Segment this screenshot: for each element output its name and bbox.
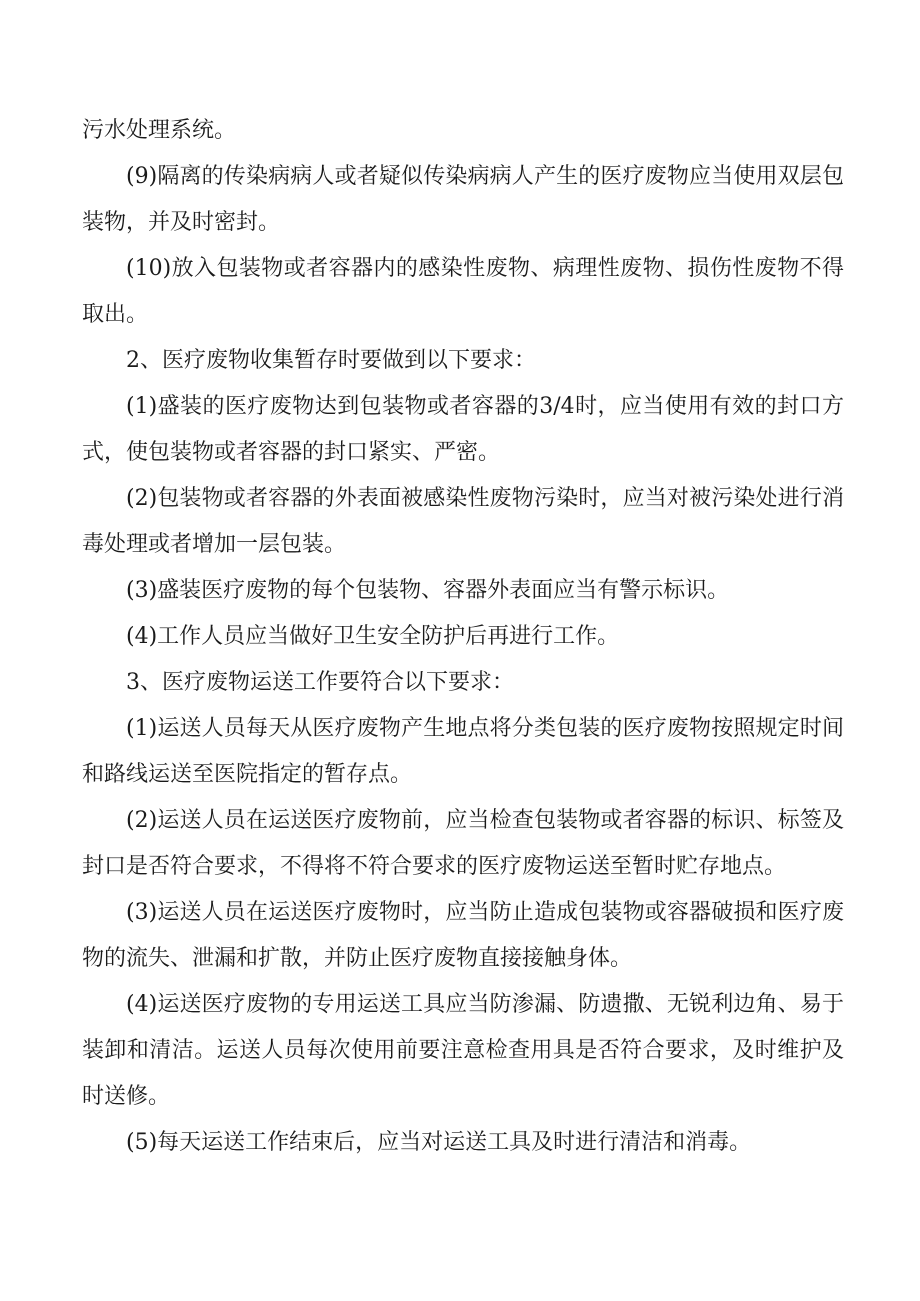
paragraph-section3-item-4: (4)运送医疗废物的专用运送工具应当防渗漏、防遗撒、无锐利边角、易于装卸和清洁。运送人员每次使用前要注意检查用具是否符合要求，及时维护及时送修。 bbox=[82, 992, 844, 1109]
paragraph-section2-item-3: (3)盛装医疗废物的每个包装物、容器外表面应当有警示标识。 bbox=[126, 578, 730, 603]
paragraph-item-9: (9)隔离的传染病病人或者疑似传染病病人产生的医疗废物应当使用双层包装物，并及时密封。 bbox=[82, 164, 844, 235]
paragraph-section3-item-2: (2)运送人员在运送医疗废物前，应当检查包装物或者容器的标识、标签及封口是否符合要求，不得将不符合要求的医疗废物运送至暂时贮存地点。 bbox=[82, 808, 844, 879]
section-heading-3: 3、医疗废物运送工作要符合以下要求： bbox=[126, 670, 514, 695]
paragraph-continuation: 污水处理系统。 bbox=[82, 118, 237, 143]
paragraph-section2-item-4: (4)工作人员应当做好卫生安全防护后再进行工作。 bbox=[126, 624, 620, 649]
document-body bbox=[82, 108, 844, 1166]
paragraph-item-10: (10)放入包装物或者容器内的感染性废物、病理性废物、损伤性废物不得取出。 bbox=[82, 256, 844, 327]
paragraph-section3-item-1: (1)运送人员每天从医疗废物产生地点将分类包装的医疗废物按照规定时间和路线运送至医院指定的暂存点。 bbox=[82, 716, 844, 787]
paragraph-section3-item-3: (3)运送人员在运送医疗废物时，应当防止造成包装物或容器破损和医疗废物的流失、泄漏和扩散，并防止医疗废物直接接触身体。 bbox=[82, 900, 844, 971]
section-heading-2: 2、医疗废物收集暂存时要做到以下要求： bbox=[126, 348, 536, 373]
paragraph-section2-item-1: (1)盛装的医疗废物达到包装物或者容器的3/4时，应当使用有效的封口方式，使包装物或者容器的封口紧实、严密。 bbox=[82, 394, 844, 465]
paragraph-section3-item-5: (5)每天运送工作结束后，应当对运送工具及时进行清洁和消毒。 bbox=[126, 1130, 752, 1155]
paragraph-section2-item-2: (2)包装物或者容器的外表面被感染性废物污染时，应当对被污染处进行消毒处理或者增加一层包装。 bbox=[82, 486, 844, 557]
